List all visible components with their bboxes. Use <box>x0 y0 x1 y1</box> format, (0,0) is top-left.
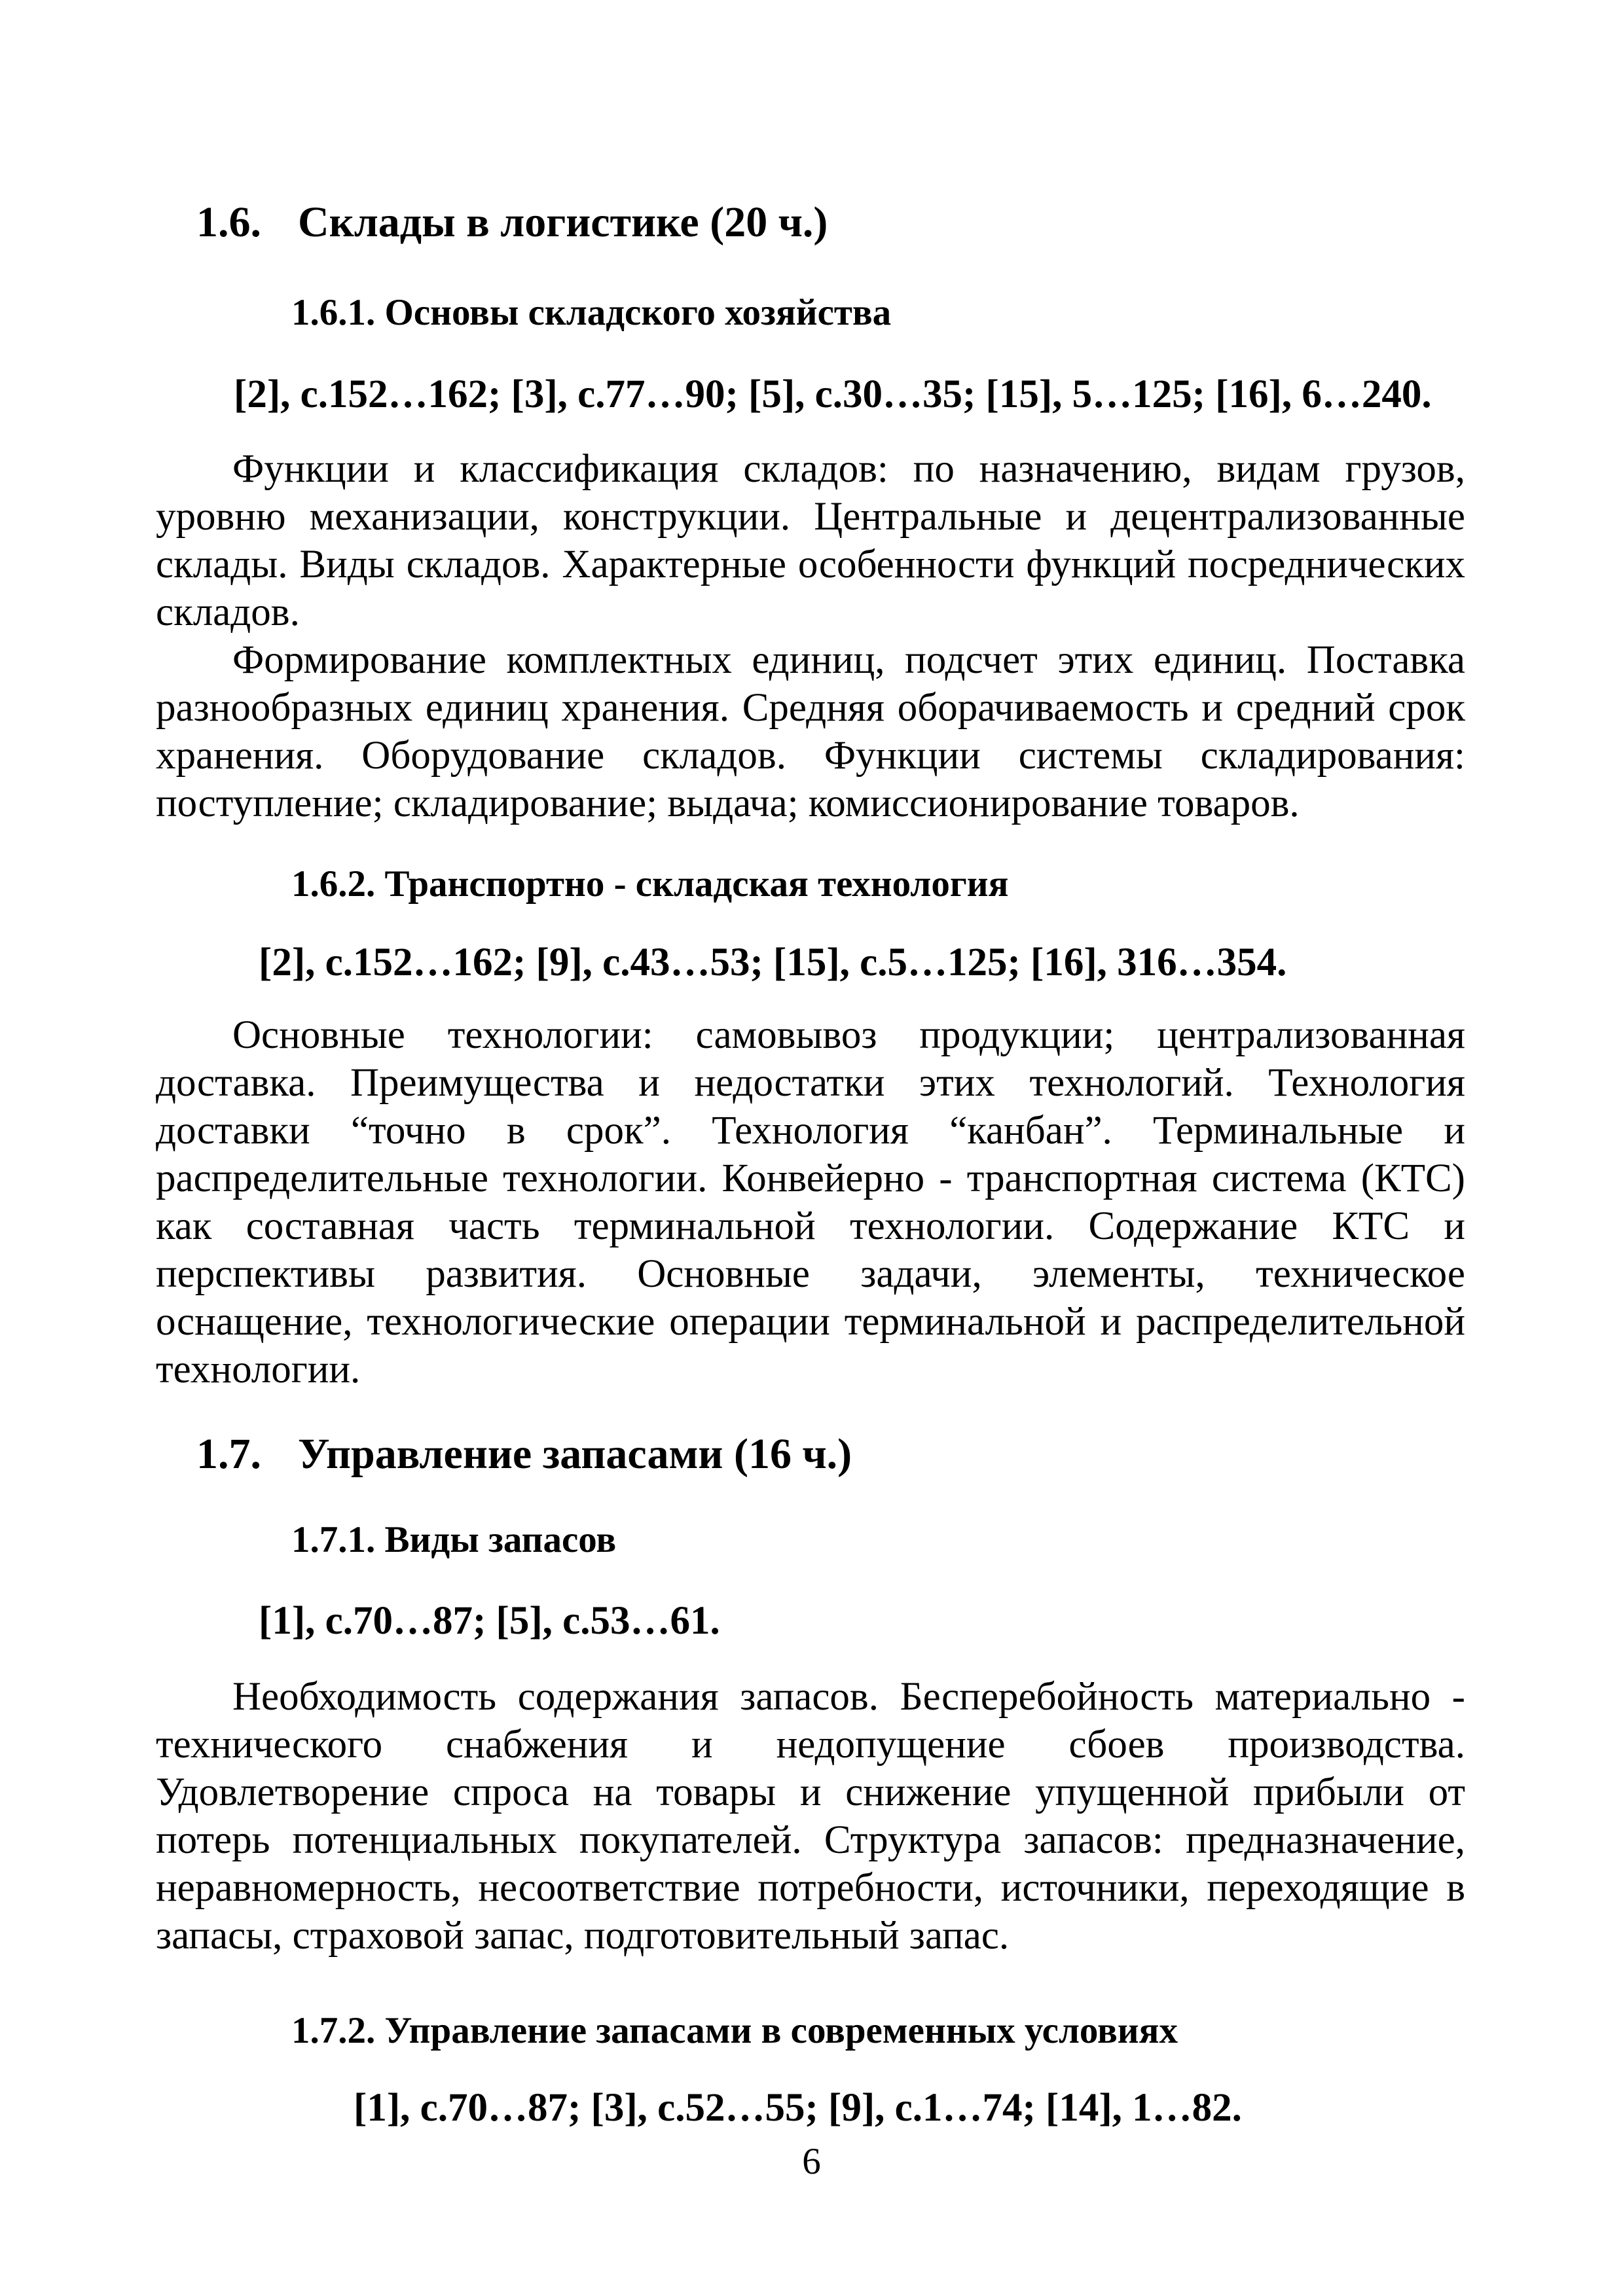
subsection-heading-1-6-1: 1.6.1. Основы складского хозяйства <box>291 292 892 333</box>
paragraph-1-7-1: Необходимость содержания запасов. Бесперебойность материально - технического снабжения и недопущение сбоев производства. Удовлетворение спроса на товары и снижение упущенной прибыли от потерь потенциальных покупателей. Структура запасов: предназначение, неравномерность, несоответствие потребности, источники, переходящие в запасы, страховой запас, подготовительный запас. <box>156 1675 1465 1958</box>
paragraph-1-6-2: Основные технологии: самовывоз продукции; централизованная доставка. Преимущества и недостатки этих технологий. Технология доставки “точно в срок”. Технология “канбан”. Терминальные и распределительные технологии. Конвейерно - транспортная система (КТС) как составная часть терминальной технологии. Содержание КТС и перспективы развития. Основные задачи, элементы, техническое оснащение, технологические операции терминальной и распределительной технологии. <box>156 1013 1465 1391</box>
references-1-6-1: [2], с.152…162; [3], с.77…90; [5], с.30…35; [15], 5…125; [16], 6…240. <box>234 372 1432 416</box>
subsection-heading-1-6-2: 1.6.2. Транспортно - складская технология <box>291 863 1009 905</box>
references-1-6-2: [2], с.152…162; [9], с.43…53; [15], с.5…125; [16], 316…354. <box>259 941 1287 984</box>
subsection-heading-1-7-1: 1.7.1. Виды запасов <box>291 1519 617 1560</box>
page-number: 6 <box>802 2141 821 2182</box>
section-title: Управление запасами (16 ч.) <box>298 1430 852 1478</box>
references-1-7-2: [1], с.70…87; [3], с.52…55; [9], с.1…74; [14], 1…82. <box>354 2086 1242 2130</box>
paragraph-1-6-1-a: Функции и классификация складов: по назначению, видам грузов, уровню механизации, конструкции. Центральные и децентрализованные склады. Виды складов. Характерные особенности функций посреднических складов. <box>156 447 1465 634</box>
references-1-7-1: [1], с.70…87; [5], с.53…61. <box>259 1599 720 1643</box>
paragraph-1-6-1-b: Формирование комплектных единиц, подсчет этих единиц. Поставка разнообразных единиц хранения. Средняя оборачиваемость и средний срок хранения. Оборудование складов. Функции системы складирования: поступление; складирование; выдача; комиссионирование товаров. <box>156 638 1465 825</box>
section-number: 1.7. <box>196 1430 261 1478</box>
subsection-heading-1-7-2: 1.7.2. Управление запасами в современных условиях <box>291 2010 1178 2051</box>
section-number: 1.6. <box>196 198 261 246</box>
section-title: Склады в логистике (20 ч.) <box>298 198 828 246</box>
